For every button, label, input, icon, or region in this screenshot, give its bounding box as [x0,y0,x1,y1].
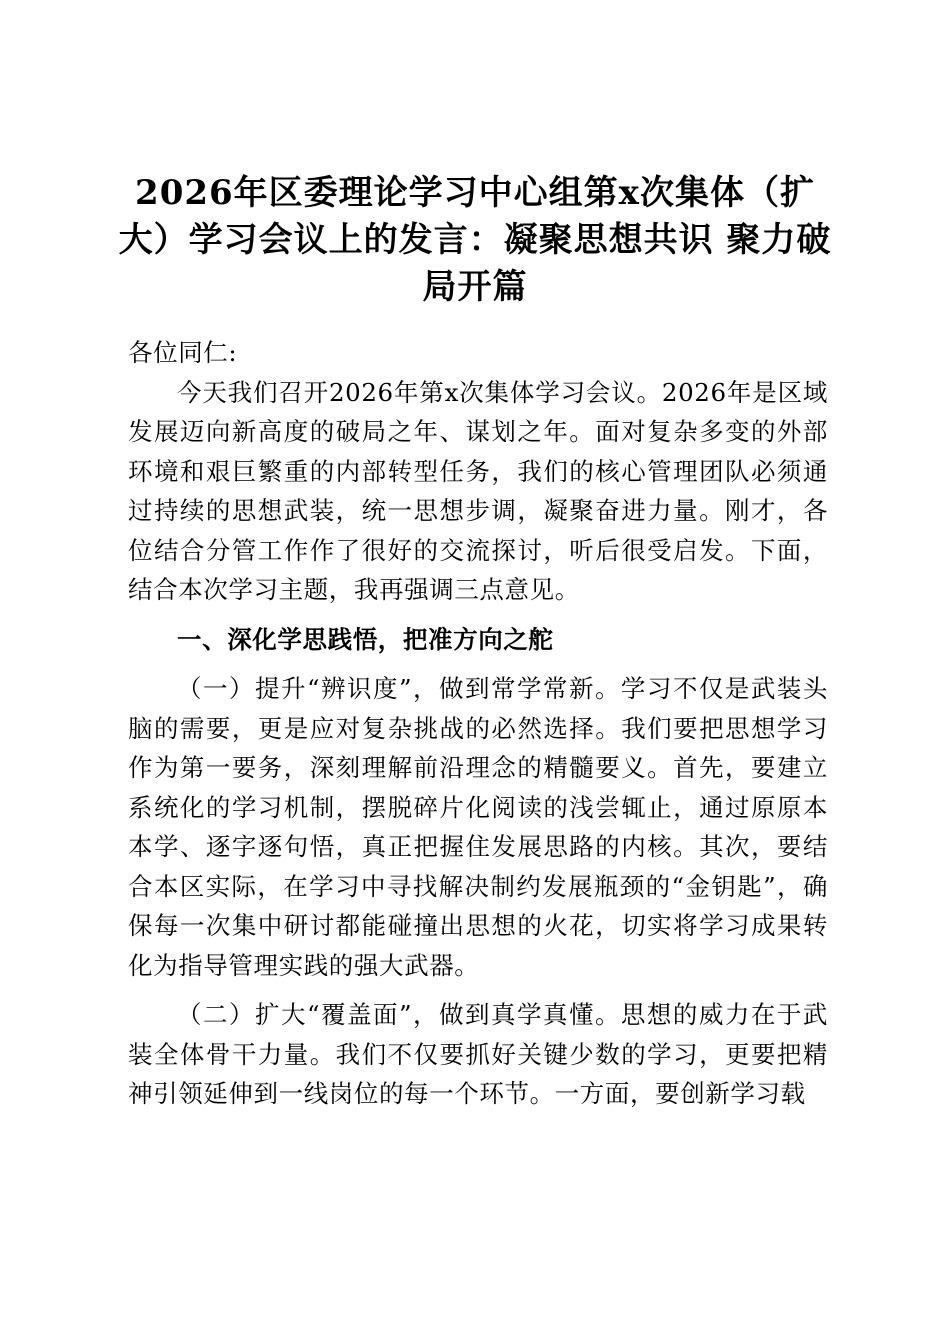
subsection-paragraph-1: （一）提升“辨识度”，做到常学常新。学习不仅是武装头脑的需要，更是应对复杂挑战的必然选择。我们要把思想学习作为第一要务，深刻理解前沿理念的精髓要义。首先，要建立系统化的学习机制，摆脱碎片化阅读的浅尝辄止，通过原原本本学、逐字逐句悟，真正把握住发展思路的内核。其次，要结合本区实际，在学习中寻找解决制约发展瓶颈的“金钥匙”，确保每一次集中研讨都能碰撞出思想的火花，切实将学习成果转化为指导管理实践的强大武器。 [128,674,828,980]
intro-paragraph: 今天我们召开2026年第x次集体学习会议。2026年是区域发展迈向新高度的破局之年、谋划之年。面对复杂多变的外部环境和艰巨繁重的内部转型任务，我们的核心管理团队必须通过持续的思想武装，统一思想步调，凝聚奋进力量。刚才，各位结合分管工作作了很好的交流探讨，听后很受启发。下面，结合本次学习主题，我再强调三点意见。 [128,377,828,604]
subsection-paragraph-2: （二）扩大“覆盖面”，做到真学真懂。思想的威力在于武装全体骨干力量。我们不仅要抓好关键少数的学习，更要把精神引领延伸到一线岗位的每一个环节。一方面，要创新学习载 [128,1000,828,1108]
salutation: 各位同仁: [128,338,238,367]
document-title: 2026年区委理论学习中心组第x次集体（扩大）学习会议上的发言：凝聚思想共识 聚力破局开篇 [118,173,832,307]
document-body [128,333,828,1114]
section-heading-1: 一、深化学思践悟，把准方向之舵 [177,624,554,654]
